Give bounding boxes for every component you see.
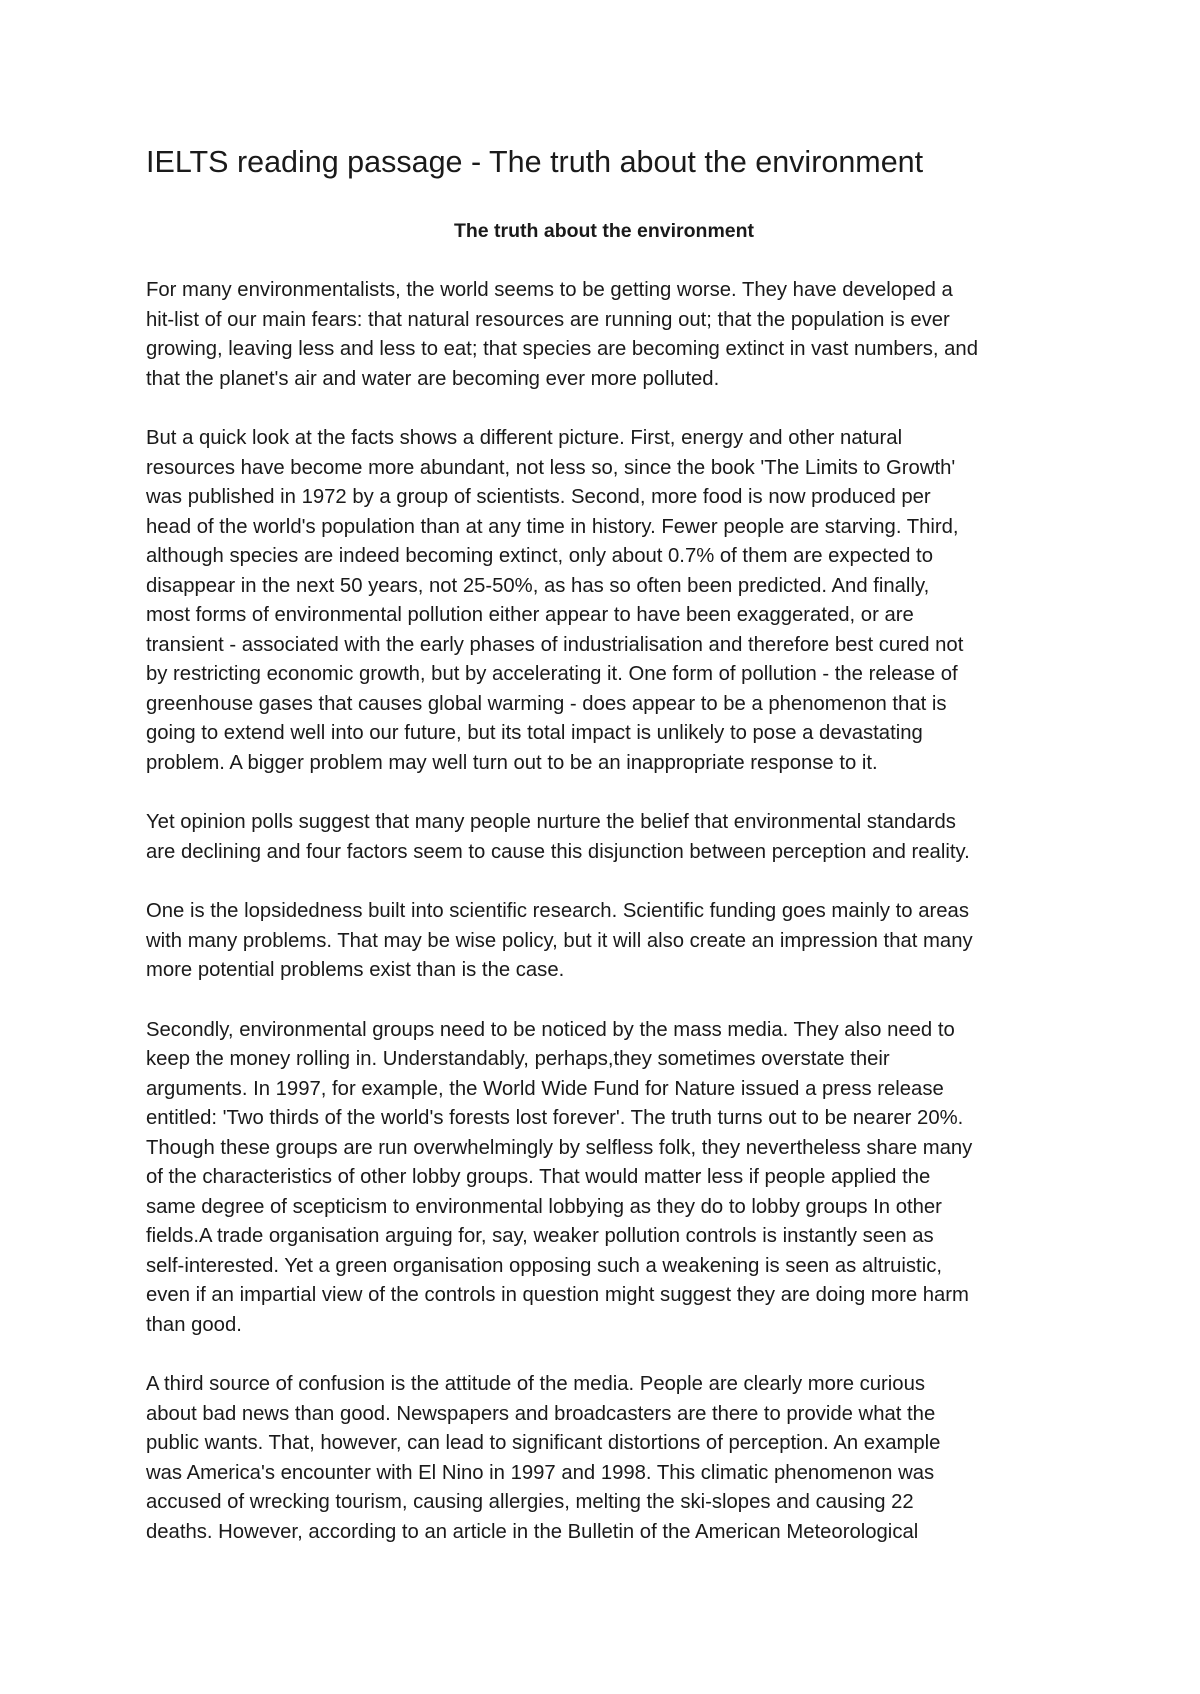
paragraph-line: But a quick look at the facts shows a different picture. First, energy and other natural	[146, 427, 903, 449]
paragraph-line: Though these groups are run overwhelmingly by selfless folk, they nevertheless share many	[146, 1136, 973, 1159]
paragraph-line: entitled: 'Two thirds of the world's forests lost forever'. The truth turns out to be nearer 20%.	[146, 1107, 964, 1129]
paragraph-line: arguments. In 1997, for example, the World Wide Fund for Nature issued a press release	[146, 1077, 944, 1100]
passage-subtitle: The truth about the environment	[453, 220, 755, 242]
paragraph	[146, 1016, 1076, 1341]
paragraph-line: accused of wrecking tourism, causing allergies, melting the ski-slopes and causing 22	[146, 1491, 914, 1513]
paragraph-line: One is the lopsidedness built into scientific research. Scientific funding goes mainly to areas	[146, 900, 969, 922]
paragraph	[146, 897, 1076, 986]
document-title: IELTS reading passage - The truth about the environment	[146, 145, 924, 179]
paragraph-line: A third source of confusion is the attitude of the media. People are clearly more curious	[146, 1373, 925, 1395]
paragraph-line: resources have become more abundant, not less so, since the book 'The Limits to Growth'	[146, 456, 956, 479]
paragraph-line: that the planet's air and water are becoming ever more polluted.	[146, 367, 720, 390]
paragraph	[146, 808, 1076, 867]
paragraph-line: disappear in the next 50 years, not 25-50%, as has so often been predicted. And finally,	[146, 574, 930, 597]
paragraph-line: Secondly, environmental groups need to be noticed by the mass media. They also need to	[146, 1018, 955, 1041]
paragraph-line: by restricting economic growth, but by accelerating it. One form of pollution - the release of	[146, 663, 958, 685]
paragraph-line: head of the world's population than at any time in history. Fewer people are starving. Third,	[146, 515, 959, 538]
paragraph-line: public wants. That, however, can lead to significant distortions of perception. An example	[146, 1432, 941, 1454]
paragraph	[146, 424, 1076, 778]
paragraph-line: of the characteristics of other lobby groups. That would matter less if people applied the	[146, 1166, 931, 1188]
paragraph-line: was America's encounter with El Nino in 1997 and 1998. This climatic phenomenon was	[146, 1461, 935, 1484]
paragraph-line: going to extend well into our future, but its total impact is unlikely to pose a devastating	[146, 722, 923, 744]
paragraph-line: about bad news than good. Newspapers and broadcasters are there to provide what the	[146, 1402, 936, 1425]
paragraph-line: although species are indeed becoming extinct, only about 0.7% of them are expected to	[146, 545, 933, 567]
paragraph-line: greenhouse gases that causes global warming - does appear to be a phenomenon that is	[146, 692, 947, 715]
paragraph-line: are declining and four factors seem to cause this disjunction between perception and reality.	[146, 840, 970, 863]
paragraph-line: same degree of scepticism to environmental lobbying as they do to lobby groups In other	[146, 1195, 942, 1218]
paragraph-line: self-interested. Yet a green organisation opposing such a weakening is seen as altruistic,	[146, 1254, 942, 1277]
paragraph-line: more potential problems exist than is the case.	[146, 959, 565, 981]
paragraph-line: problem. A bigger problem may well turn out to be an inappropriate response to it.	[146, 751, 878, 774]
paragraph-line: was published in 1972 by a group of scientists. Second, more food is now produced per	[146, 486, 931, 508]
paragraph-line: growing, leaving less and less to eat; that species are becoming extinct in vast numbers, and	[146, 338, 978, 360]
paragraph	[146, 276, 1076, 394]
paragraph-line: fields.A trade organisation arguing for, say, weaker pollution controls is instantly seen as	[146, 1225, 934, 1247]
paragraph-line: most forms of environmental pollution either appear to have been exaggerated, or are	[146, 604, 914, 626]
paragraph-line: hit-list of our main fears: that natural resources are running out; that the population is ever	[146, 308, 950, 331]
paragraph-line: with many problems. That may be wise policy, but it will also create an impression that many	[146, 929, 973, 952]
paragraph-line: even if an impartial view of the controls in question might suggest they are doing more harm	[146, 1284, 969, 1306]
paragraph-line: deaths. However, according to an article in the Bulletin of the American Meteorological	[146, 1520, 919, 1543]
paragraph-line: Yet opinion polls suggest that many people nurture the belief that environmental standards	[146, 811, 956, 833]
paragraph-line: For many environmentalists, the world seems to be getting worse. They have developed a	[146, 279, 953, 301]
paragraph	[146, 1370, 1076, 1547]
passage-body	[146, 276, 1076, 1577]
paragraph-line: than good.	[146, 1313, 242, 1336]
paragraph-line: transient - associated with the early phases of industrialisation and therefore best cured not	[146, 633, 964, 656]
paragraph-line: keep the money rolling in. Understandably, perhaps,they sometimes overstate their	[146, 1048, 890, 1070]
